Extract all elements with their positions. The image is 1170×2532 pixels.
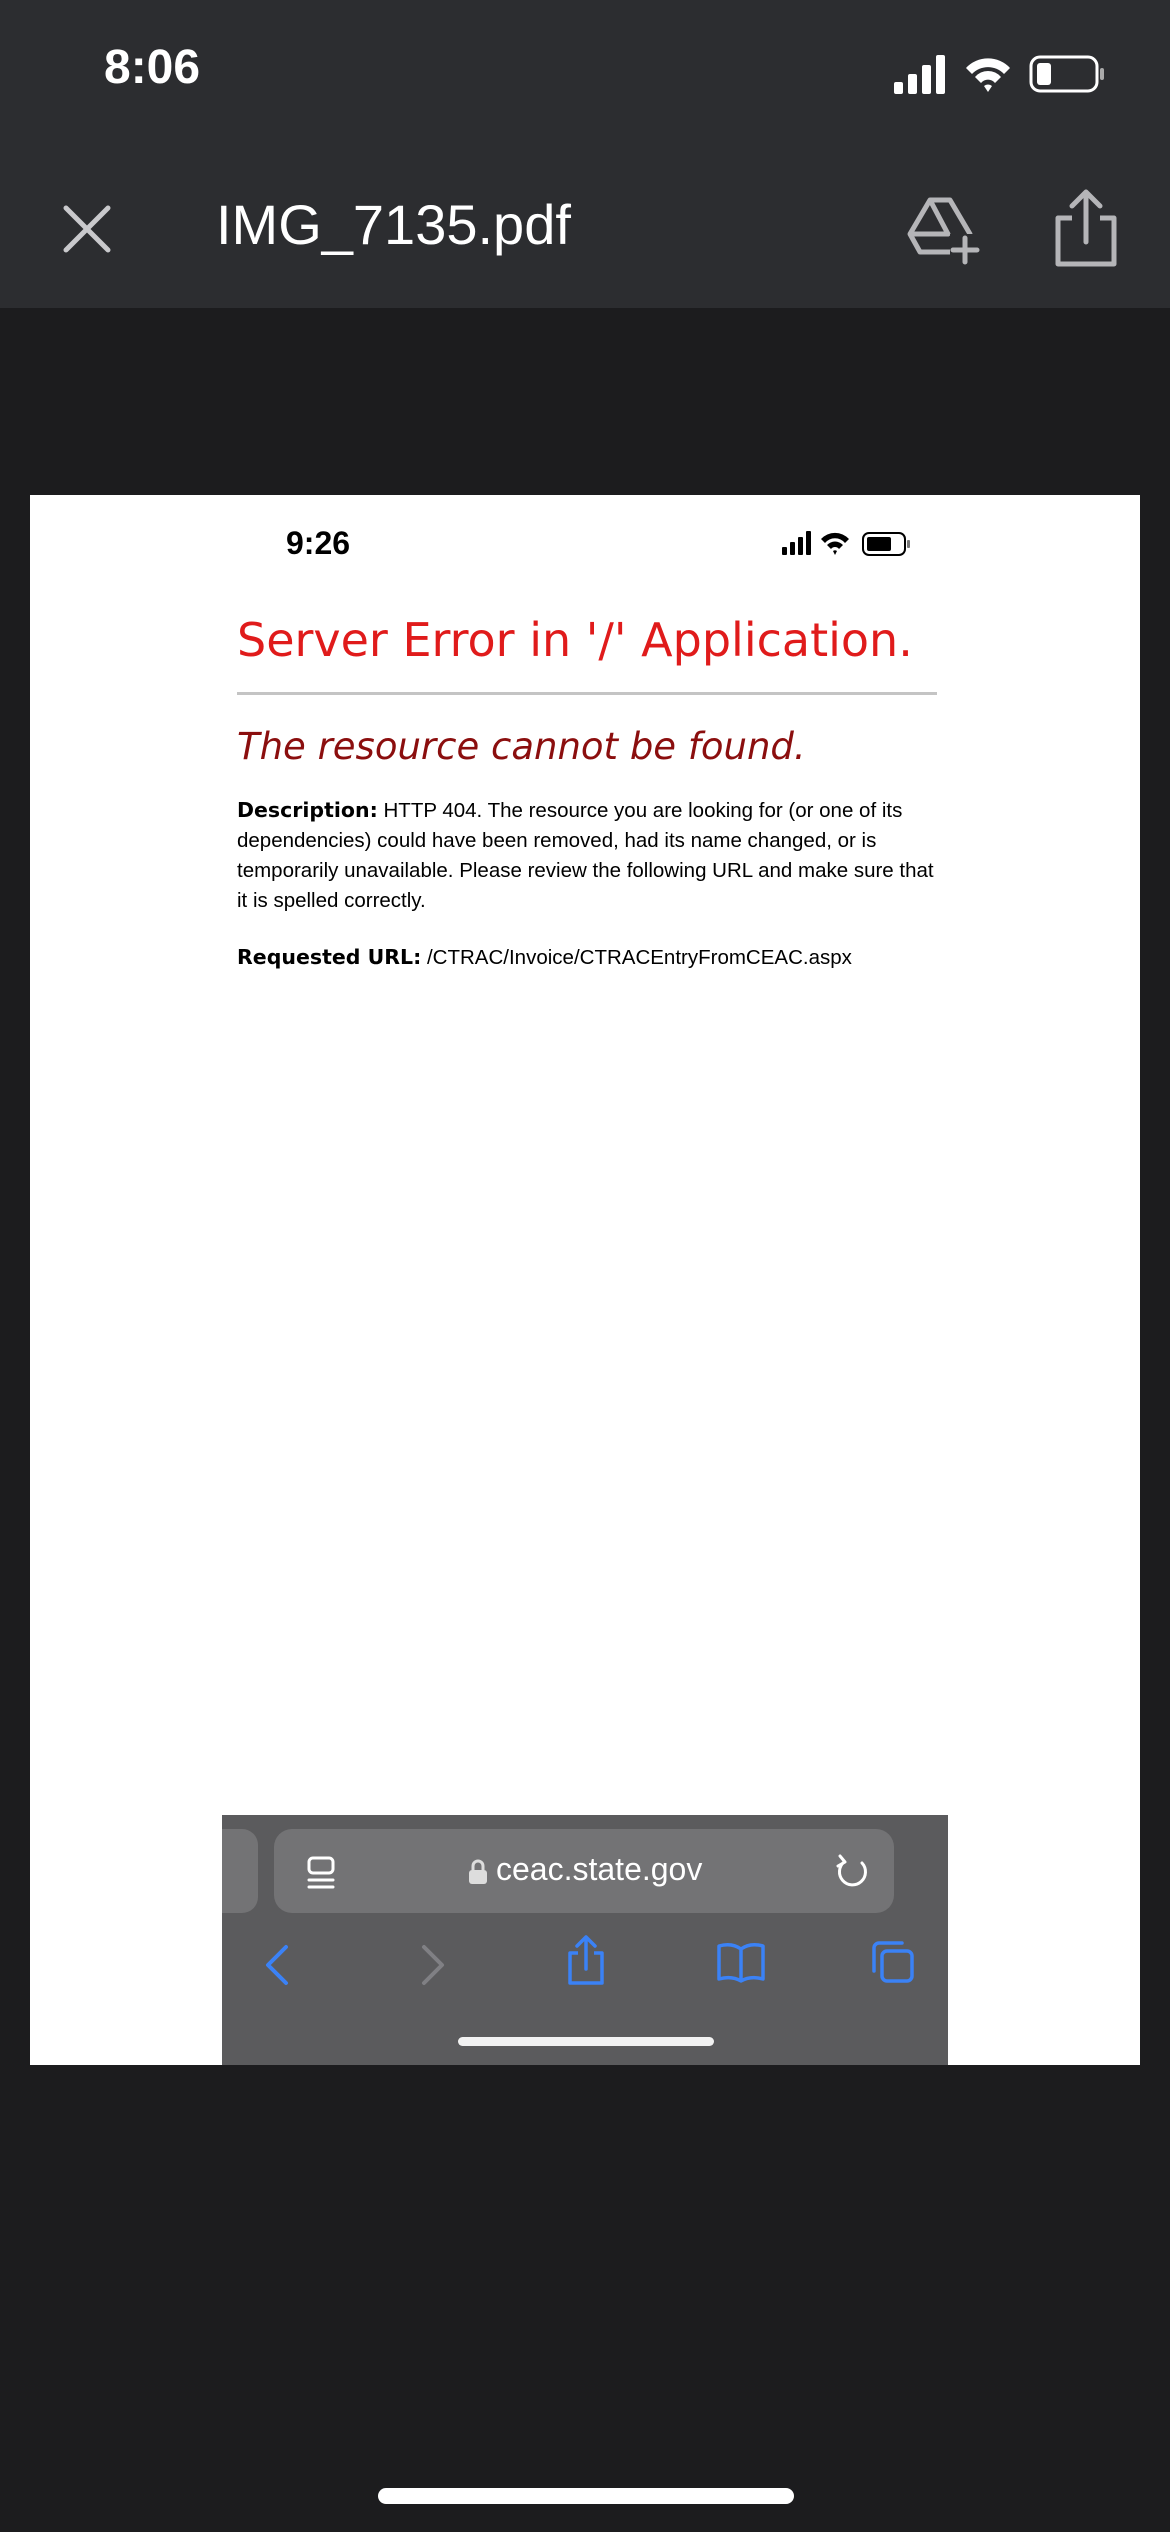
share-icon[interactable]: [566, 1933, 606, 1987]
share-icon[interactable]: [1048, 186, 1124, 270]
status-bar: [0, 0, 1170, 150]
pdf-page[interactable]: [30, 495, 1140, 2065]
status-time: 8:06: [104, 41, 201, 94]
screenshot-status-time: 9:26: [286, 525, 351, 561]
screenshot-home-indicator: [458, 2037, 714, 2046]
description-text: HTTP 404. The resource you are looking for (or one of its dependencies) could have been removed, had its name changed, or is temporarily unavailable. Please review the following URL and make sure that it is spelled correctly.: [237, 799, 934, 912]
battery-icon: [863, 533, 910, 555]
error-subtitle: The resource cannot be found.: [237, 725, 806, 768]
wifi-icon: [966, 58, 1010, 92]
tabs-icon[interactable]: [870, 1939, 916, 1985]
home-indicator[interactable]: [378, 2488, 794, 2504]
back-icon[interactable]: [262, 1943, 292, 1987]
screenshot-status-icons: [782, 529, 922, 557]
previous-tab-peek: [222, 1829, 258, 1913]
description-label: Description:: [237, 798, 378, 822]
forward-icon[interactable]: [418, 1943, 448, 1987]
file-title: IMG_7135.pdf: [216, 193, 571, 256]
add-to-drive-icon[interactable]: [904, 190, 980, 266]
error-description: [237, 795, 937, 916]
bookmarks-icon[interactable]: [716, 1941, 766, 1983]
app-bar: [0, 150, 1170, 308]
battery-icon: [1031, 57, 1104, 91]
divider: [237, 692, 937, 695]
page-menu-icon[interactable]: [306, 1855, 336, 1891]
cellular-signal-icon: [782, 531, 811, 555]
lock-icon: [468, 1859, 488, 1885]
address-bar[interactable]: [274, 1829, 894, 1913]
close-icon[interactable]: [52, 194, 122, 264]
url-text: ceac.state.gov: [496, 1851, 703, 1887]
wifi-icon: [821, 533, 849, 555]
status-icons: [894, 52, 1114, 96]
requested-url-value: /CTRAC/Invoice/CTRACEntryFromCEAC.aspx: [426, 946, 852, 969]
safari-toolbar: [222, 1815, 948, 2065]
cellular-signal-icon: [894, 55, 945, 94]
reload-icon[interactable]: [834, 1853, 872, 1891]
requested-url: [237, 942, 957, 973]
requested-url-label: Requested URL:: [237, 945, 422, 969]
error-title: Server Error in '/' Application.: [237, 613, 913, 667]
